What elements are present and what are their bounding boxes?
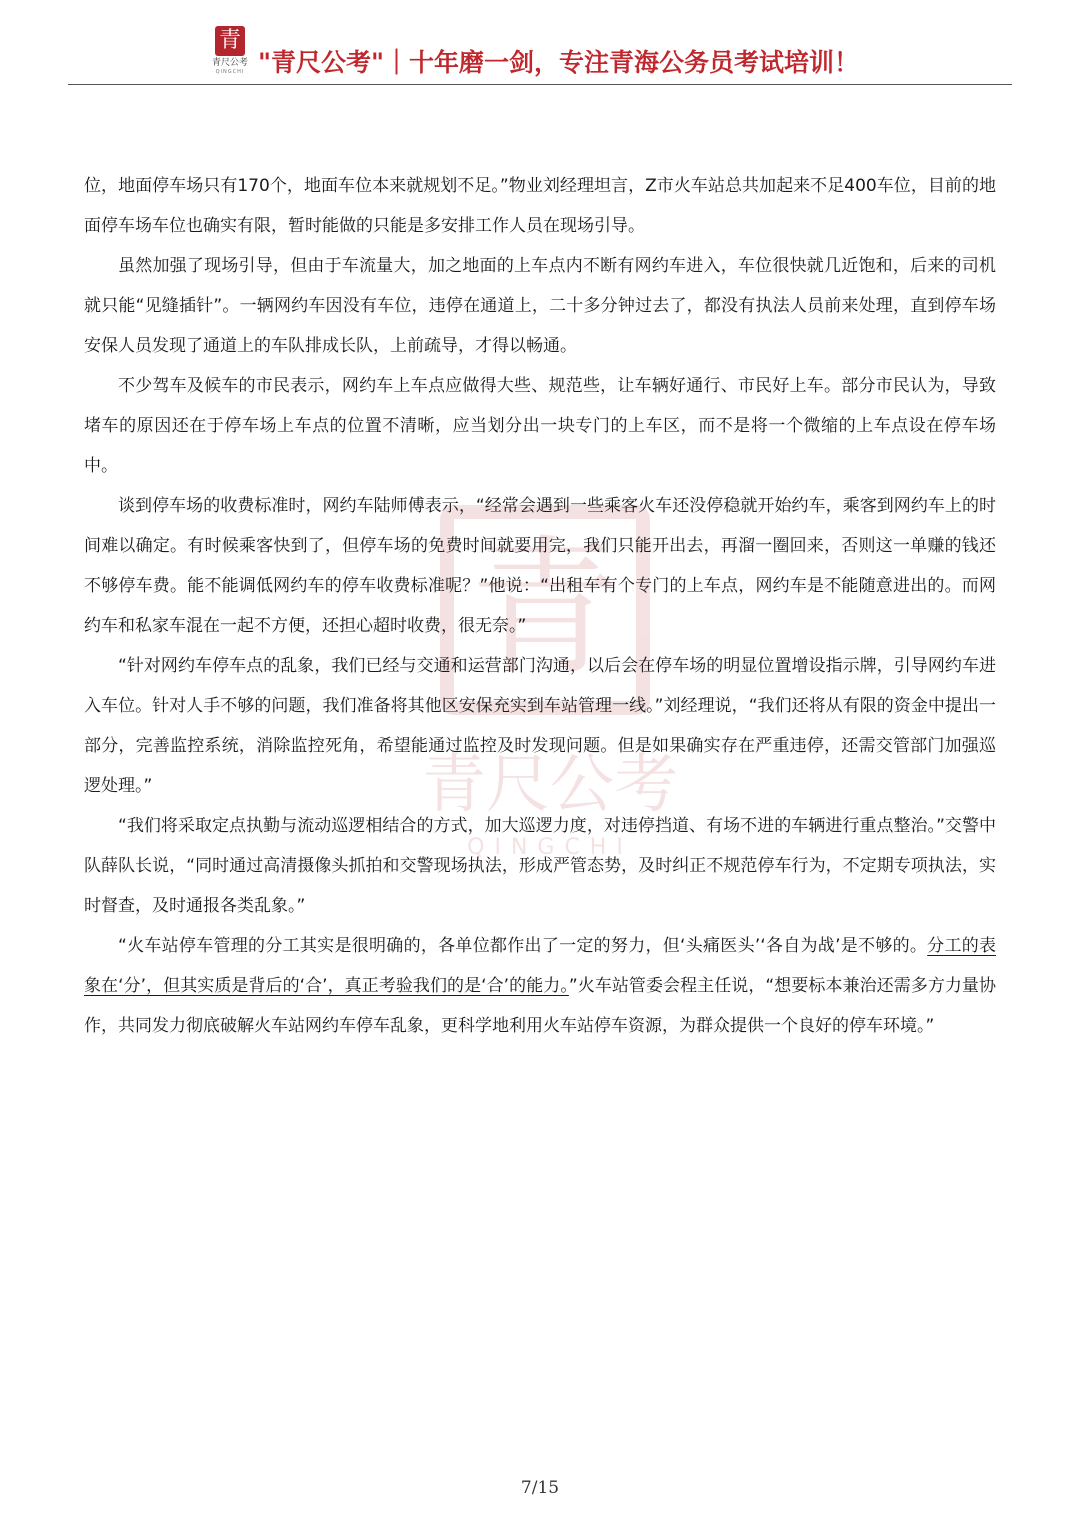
header-slogan: "青尺公考"｜十年磨一剑，专注青海公务员考试培训！ [258, 48, 860, 77]
watermark-pinyin: QINGCHI [467, 835, 633, 860]
paragraph-text: “火车站停车管理的分工其实是很明确的，各单位都作出了一定的努力，但‘头痛医头’‘各自为战’是不够的。 [118, 936, 928, 956]
logo-name: 青尺公考 [211, 58, 248, 68]
paragraph: 不少驾车及候车的市民表示，网约车上车点应做得大些、规范些，让车辆好通行、市民好上车。部分市民认为，导致堵车的原因还在于停车场上车点的位置不清晰，应当划分出一块专门的上车区，而不是将一个微缩的上车点设在停车场中。 [84, 376, 996, 476]
underlined-sentence: 分工的表象在‘分’，但其实质是背后的‘合’，真正考验我们的是‘合’的能力。 [84, 936, 997, 996]
logo-seal: 青 [215, 26, 245, 56]
page-header [68, 22, 1012, 85]
brand-logo [208, 26, 252, 80]
page-number: 7/15 [520, 1478, 560, 1498]
paragraph: 谈到停车场的收费标准时，网约车陆师傅表示，“经常会遇到一些乘客火车还没停稳就开始约车，乘客到网约车上的时间难以确定。有时候乘客快到了，但停车场的免费时间就要用完，我们只能开出去，再溜一圈回来，否则这一单赚的钱还不够停车费。能不能调低网约车的停车收费标准呢？”他说：“出租车有个专门的上车点，网约车是不能随意进出的。而网约车和私家车混在一起不方便，还担心超时收费，很无奈。” [84, 496, 996, 636]
paragraph: 虽然加强了现场引导，但由于车流量大，加之地面的上车点内不断有网约车进入，车位很快就几近饱和，后来的司机就只能“见缝插针”。一辆网约车因没有车位，违停在通道上，二十多分钟过去了，都没有执法人员前来处理，直到停车场安保人员发现了通道上的车队排成长队，上前疏导，才得以畅通。 [84, 256, 996, 356]
paragraph: “我们将采取定点执勤与流动巡逻相结合的方式，加大巡逻力度，对违停挡道、有场不进的车辆进行重点整治。”交警中队薛队长说，“同时通过高清摄像头抓拍和交警现场执法，形成严管态势，及时纠正不规范停车行为，不定期专项执法，实时督查，及时通报各类乱象。” [84, 816, 996, 916]
logo-pinyin: QINGCHI [215, 69, 245, 75]
paragraph: 位，地面停车场只有170个，地面车位本来就规划不足。”物业刘经理坦言，Z市火车站总共加起来不足400车位，目前的地面停车场车位也确实有限，暂时能做的只能是多安排工作人员在现场引导。 [84, 176, 996, 236]
paragraph: “针对网约车停车点的乱象，我们已经与交通和运营部门沟通，以后会在停车场的明显位置增设指示牌，引导网约车进入车位。针对人手不够的问题，我们准备将其他区安保充实到车站管理一线。”刘经理说，“我们还将从有限的资金中提出一部分，完善监控系统，消除监控死角，希望能通过监控及时发现问题。但是如果确实存在严重违停，还需交管部门加强巡逻处理。” [84, 656, 996, 796]
paragraph-last [84, 926, 996, 1046]
document-body [84, 166, 996, 1046]
paragraph-text: ”火车站管委会程主任说，“想要标本兼治还需多方力量协作，共同发力彻底破解火车站网约车停车乱象，更科学地利用火车站停车资源，为群众提供一个良好的停车环境。” [84, 976, 996, 1036]
watermark-name: 青尺公考 [422, 748, 678, 822]
watermark-seal: 青 [440, 505, 650, 715]
